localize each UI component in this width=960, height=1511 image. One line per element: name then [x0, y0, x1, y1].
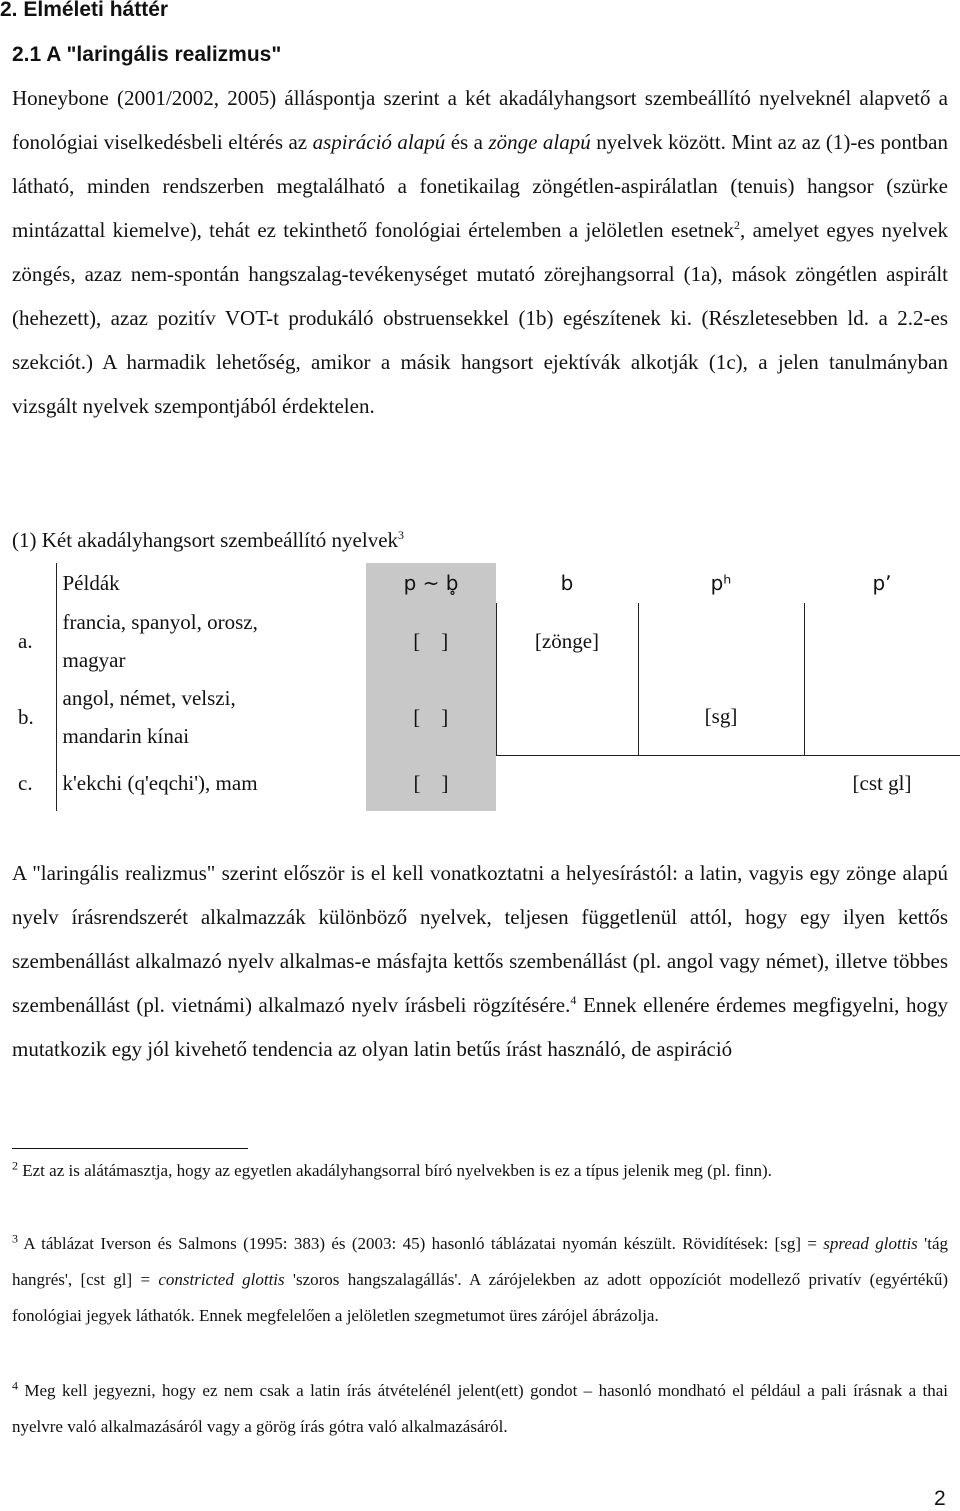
example-table — [12, 563, 960, 811]
row-label: a. — [18, 628, 33, 653]
page-number: 2 — [934, 1487, 946, 1510]
row-languages: angol, német, velszi, mandarin kínai — [56, 679, 366, 755]
table-header-row — [12, 563, 960, 603]
footnote-4: $^4$ Meg kell jegyezni, hogy ez nem csak a latin írás átvételénél jelent(ett) gondot – hasonló mondható el például a pali írásnak a thai nyelvre való alkalmazásáról vagy a görög írás gótra való alkalmazásáról. — [12, 1378, 949, 1436]
cell-aspirated: [sg] — [638, 679, 804, 755]
row-label: c. — [18, 770, 33, 795]
subsection-title: 2.1 A "laringális realizmus" — [12, 43, 282, 66]
header-aspirated: pʰ — [710, 571, 732, 595]
footnote-ref-4[interactable]: 4 — [570, 993, 577, 1007]
cell-tenuis: [ ] — [366, 679, 496, 755]
header-voiced: b — [560, 571, 574, 595]
table-row — [12, 679, 960, 755]
cell-ejective — [804, 679, 960, 755]
table-row — [12, 603, 960, 679]
footnote-3: $^3$ A táblázat Iverson és Salmons (1995: 383) és (2003: 45) hasonló táblázatai nyomán készült. Rövidítések: [sg] = spread glottis 'tág hangrés', [cst gl] = constricted glottis 'szoros hangszalagállás'. A zárójelekben az adott oppozíciót modellező privatív (egyértékű) fonológiai jegyek láthatók. Ennek megfelelően a jelöletlen szegmetumot üres zárójel ábrázolja. — [12, 1231, 949, 1325]
table-row — [12, 755, 960, 811]
header-tenuis: p ~ b̥ — [366, 563, 496, 603]
cell-voiced — [496, 755, 638, 811]
cell-ejective: [cst gl] — [852, 770, 912, 795]
cell-aspirated — [638, 603, 804, 679]
header-examples: Példák — [56, 563, 366, 603]
footnote-separator — [12, 1148, 248, 1149]
footnote-2: $^2$ Ezt az is alátámasztja, hogy az egyetlen akadályhangsorral bíró nyelvekben is ez a típus jelenik meg (pl. finn). — [12, 1158, 772, 1180]
row-label: b. — [18, 704, 34, 729]
cell-voiced: [zönge] — [496, 603, 638, 679]
cell-tenuis: [ ] — [366, 755, 496, 811]
header-ejective: pʼ — [872, 571, 892, 595]
cell-ejective — [804, 603, 960, 679]
footnote-ref-3[interactable]: 3 — [398, 528, 405, 542]
paragraph-1: Honeybone (2001/2002, 2005) álláspontja szerint a két akadályhangsort szembeállító nyelveknél alapvető a fonológiai viselkedésbeli eltérés az aspiráció alapú és a zönge alapú nyelvek között. Mint az az (1)-es pontban látható, minden rendszerben megtalálható a fonetikailag zöngétlen-aspirálatlan (tenuis) hangsor (szürke mintázattal kiemelve), tehát ez tekinthető fonológiai értelemben a jelöletlen esetnek$^2$, amelyet egyes nyelvek zöngés, azaz nem-spontán hangszalag-tevékenységet mutató zörejhangsorral (1a), mások zöngétlen aspirált (hehezett), azaz pozitív VOT-t produkáló obstruensekkel (1b) egészítenek ki. (Részletesebben ld. a 2.2-es szekciót.) A harmadik lehetőség, amikor a másik hangsort ejektívák alkotják (1c), a jelen tanulmányban vizsgált nyelvek szempontjából érdektelen. — [12, 86, 948, 418]
row-languages: k'ekchi (q'eqchi'), mam — [56, 755, 366, 811]
row-languages: francia, spanyol, orosz, magyar — [56, 603, 366, 679]
footnote-ref-2[interactable]: 2 — [733, 218, 740, 232]
cell-aspirated — [638, 755, 804, 811]
cell-voiced — [496, 679, 638, 755]
cell-tenuis: [ ] — [366, 603, 496, 679]
section-title: 2. Elméleti háttér — [0, 0, 169, 21]
paragraph-2: A "laringális realizmus" szerint először is el kell vonatkoztatni a helyesírástól: a latin, vagyis egy zönge alapú nyelv írásrendszerét alkalmazzák különböző nyelvek, teljesen függetlenül attól, hogy egy ilyen kettős szembenállást alkalmazó nyelv alkalmas-e másfajta kettős szembenállást (pl. angol vagy német), illetve többes szembenállást (pl. vietnámi) alkalmazó nyelv írásbeli rögzítésére.$^4$ Ennek ellenére érdemes megfigyelni, hogy mutatkozik egy jól kivehető tendencia az olyan latin betűs írást használó, de aspiráció — [12, 861, 949, 1061]
example-title: (1) Két akadályhangsort szembeállító nyelvek$^3$ — [12, 528, 405, 552]
